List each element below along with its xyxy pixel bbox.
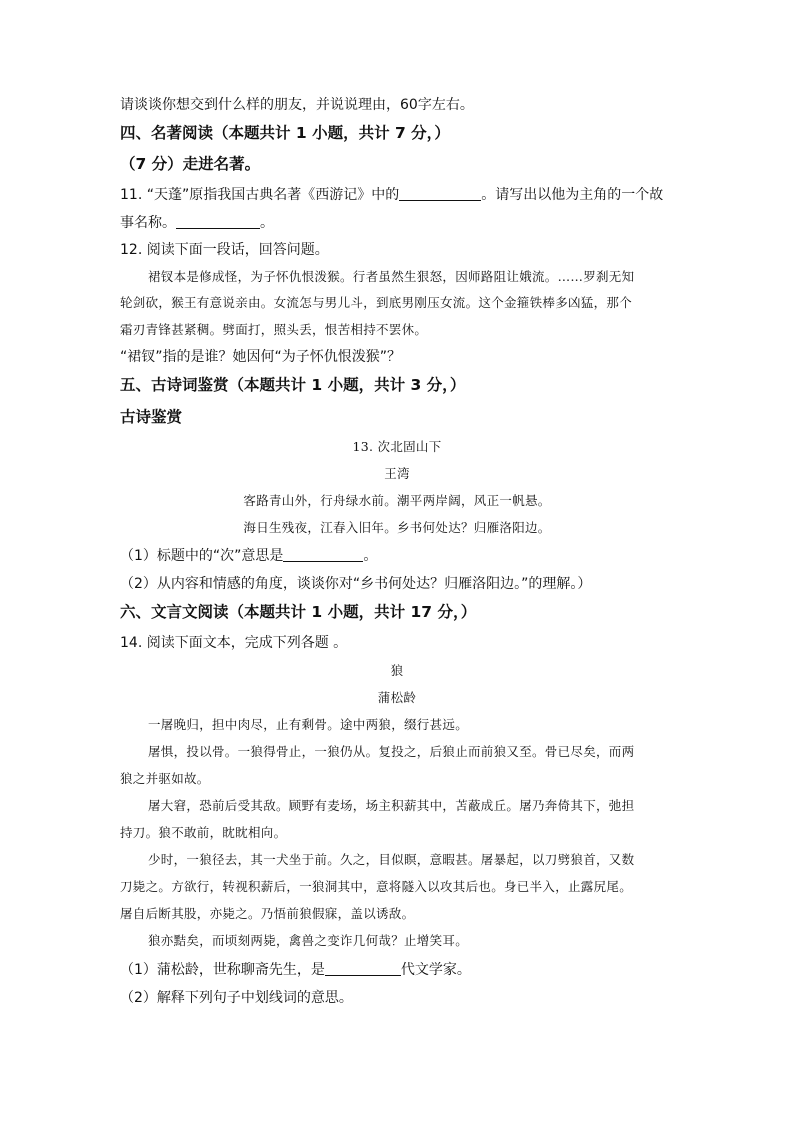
essay-line: 一屠晚归，担中肉尽，止有剩骨。途中两狼，缀行甚远。	[148, 717, 469, 732]
poem-line: 海日生残夜，江春入旧年。乡书何处达？归雁洛阳边。	[243, 520, 551, 535]
question-14-1-text-a: （1）蒲松龄，世称聊斋先生，是	[120, 962, 325, 978]
writing-prompt-text: 请谈谈你想交到什么样的朋友，并说说理由，60字左右。	[120, 97, 474, 113]
answer-blank[interactable]	[283, 547, 363, 562]
section-five-heading: 五、古诗词鉴赏（本题共计 1 小题，共计 3 分，）	[120, 376, 466, 394]
essay-line: 持刀。狼不敢前，眈眈相向。	[120, 825, 287, 840]
question-13-1-text-a: （1）标题中的“次”意思是	[120, 548, 284, 564]
answer-blank[interactable]	[325, 961, 401, 976]
question-11-text-c: 事名称。	[120, 215, 176, 231]
essay-title: 狼	[390, 663, 404, 678]
poem-author: 王湾	[384, 466, 410, 481]
question-13-1	[120, 547, 377, 565]
essay-line: 狼之并驱如故。	[120, 771, 210, 786]
essay-line: 狼亦黠矣，而顷刻两毙，禽兽之变诈几何哉？止增笑耳。	[148, 933, 469, 948]
passage-line: 轮剑砍，猴王有意说亲由。女流怎与男儿斗，到底男刚压女流。这个金箍铁棒多凶猛，那个	[120, 295, 633, 310]
question-14-1	[120, 961, 471, 979]
section-four-heading: 四、名著阅读（本题共计 1 小题，共计 7 分，）	[120, 124, 450, 142]
question-11-line-2	[120, 214, 274, 232]
poem-title: 13. 次北固山下	[352, 439, 442, 454]
question-intro-text: （7 分）走进名著。	[120, 155, 261, 173]
essay-line: 屠自后断其股，亦毙之。乃悟前狼假寐，盖以诱敌。	[120, 906, 415, 921]
essay-line: 刀毙之。方欲行，转视积薪后，一狼洞其中，意将隧入以攻其后也。身已半入，止露尻尾。	[120, 879, 633, 894]
passage-line: 裙钗本是修成怪，为子怀仇恨泼猴。行者虽然生狠怒，因师路阻让娥流。……罗刹无知	[148, 269, 635, 284]
question-11-text-d: 。	[260, 215, 274, 231]
question-11-text-a: 11. “天蓬”原指我国古典名著《西游记》中的	[120, 187, 400, 203]
question-14-text: 14. 阅读下面文本，完成下列各题 。	[120, 635, 348, 651]
question-14-1-text-b: 代文学家。	[400, 962, 471, 978]
poem-section-label: 古诗鉴赏	[120, 408, 183, 426]
essay-line: 少时，一狼径去，其一犬坐于前。久之，目似瞑，意暇甚。屠暴起，以刀劈狼首，又数	[148, 852, 635, 867]
section-six-heading: 六、文言文阅读（本题共计 1 小题，共计 17 分，）	[120, 603, 477, 621]
answer-blank[interactable]	[399, 186, 481, 201]
question-13-2: （2）从内容和情感的角度，谈谈你对“乡书何处达？归雁洛阳边。”的理解。）	[120, 576, 592, 592]
question-13-1-text-b: 。	[363, 548, 378, 564]
essay-line: 屠大窘，恐前后受其敌。顾野有麦场，场主积薪其中，苫蔽成丘。屠乃奔倚其下，弛担	[148, 798, 635, 813]
question-14-2: （2）解释下列句子中划线词的意思。	[120, 990, 353, 1006]
essay-author: 蒲松龄	[377, 690, 417, 705]
question-11-text-b: 。请写出以他为主角的一个故	[481, 187, 664, 203]
poem-line: 客路青山外，行舟绿水前。潮平两岸阔，风正一帆悬。	[243, 493, 551, 508]
passage-line: 霜刃青锋甚紧稠。劈面打，照头丢，恨苦相持不罢休。	[120, 322, 428, 337]
question-12-prompt: “裙钗”指的是谁？她因何“为子怀仇恨泼猴”？	[120, 349, 402, 365]
answer-blank[interactable]	[176, 214, 260, 229]
question-12-text: 12. 阅读下面一段话，回答问题。	[120, 242, 329, 258]
question-11-line-1	[120, 186, 663, 204]
essay-line: 屠惧，投以骨。一狼得骨止，一狼仍从。复投之，后狼止而前狼又至。骨已尽矣，而两	[148, 744, 635, 759]
